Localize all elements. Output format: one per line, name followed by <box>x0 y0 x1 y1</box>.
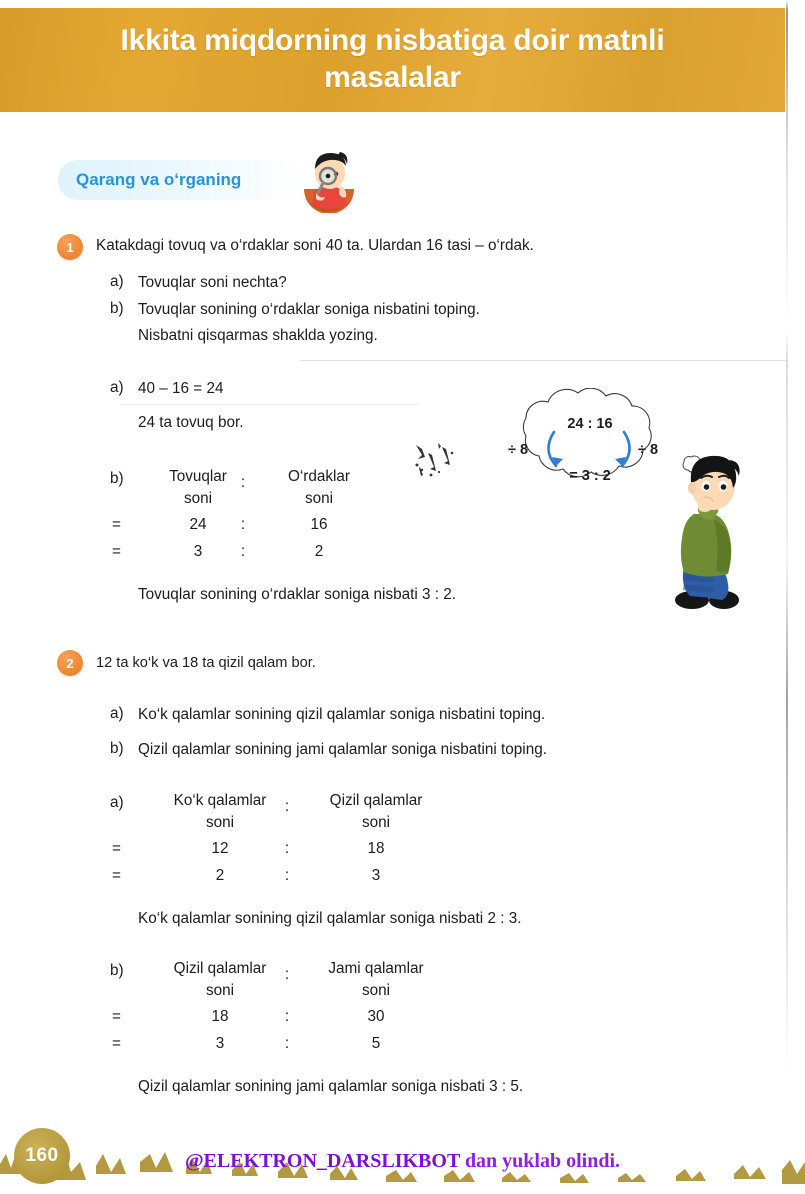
bubble-top-expression: 24 : 16 <box>567 416 613 432</box>
ratio-table-1b <box>112 468 398 570</box>
rt2a-head-right-1: Qizil qalamlar <box>329 792 423 809</box>
rt1b-head-left-1: Tovuqlar <box>169 468 227 485</box>
rt2a-row1-eq: = <box>112 840 121 857</box>
section-badge <box>58 160 301 200</box>
problem-number-badge-1: 1 <box>57 234 83 260</box>
rt2a-row1-colon: : <box>284 840 290 857</box>
rt2a-row2-colon: : <box>284 867 290 884</box>
problem-2-sol-a-conclusion: Ko‘k qalamlar sonining qizil qalamlar soniga nisbati 2 : 3. <box>138 910 522 927</box>
rt2a-row2-right: 3 <box>371 867 381 884</box>
rt1b-row2-left: 3 <box>193 543 203 560</box>
rt2a-head-colon: : <box>284 798 290 815</box>
rt2b-head-left-1: Qizil qalamlar <box>173 960 267 977</box>
page-edge-shadow <box>786 0 788 1194</box>
rt1b-row2-eq: = <box>112 543 121 560</box>
rt1b-head-colon: : <box>240 474 246 491</box>
rt2b-head-right-1: Jami qalamlar <box>328 960 424 977</box>
rt2b-row1-right: 30 <box>367 1008 385 1025</box>
problem-2-q-b-text: Qizil qalamlar sonining jami qalamlar soniga nisbatini toping. <box>138 741 547 758</box>
rt2a-row1-right: 18 <box>367 840 385 857</box>
scan-artifact-line-2 <box>120 404 420 405</box>
rt2b-head-colon: : <box>284 966 290 983</box>
problem-1-sol-a-equation: 40 – 16 = 24 <box>138 380 224 397</box>
problem-1-q-a-letter: a) <box>110 273 124 290</box>
rt2b-row2-right: 5 <box>371 1035 381 1052</box>
problem-2-sol-b-conclusion: Qizil qalamlar sonining jami qalamlar soniga nisbati 3 : 5. <box>138 1078 524 1095</box>
scan-artifact-line <box>300 360 786 361</box>
problem-2-sol-b-letter: b) <box>110 962 124 979</box>
problem-1-q-b-text: Tovuqlar sonining o‘rdaklar soniga nisbatini toping. <box>138 301 480 318</box>
rt1b-row1-colon: : <box>240 516 246 533</box>
page-title: Ikkita miqdorning nisbatiga doir matnli masalalar <box>120 24 665 94</box>
rt1b-row2-right: 2 <box>314 543 324 560</box>
rt2b-head-left-2: soni <box>205 982 235 999</box>
watermark-tail: dan yuklab olindi. <box>459 1150 621 1172</box>
problem-1-q-a-text: Tovuqlar soni nechta? <box>138 274 287 291</box>
rt2b-row2-colon: : <box>284 1035 290 1052</box>
problem-1-sol-a-letter: a) <box>110 379 124 396</box>
watermark-text <box>0 1150 805 1173</box>
sitting-thinking-boy-icon <box>668 448 764 616</box>
problem-1-statement: Katakdagi tovuq va o‘rdaklar soni 40 ta. Ulardan 16 tasi – o‘rdak. <box>96 237 534 254</box>
rt2a-head-left-1: Ko‘k qalamlar <box>173 792 267 809</box>
problem-2-q-a-letter: a) <box>110 705 124 722</box>
ratio-table-2b <box>112 960 438 1062</box>
rt2b-head-right-2: soni <box>361 982 391 999</box>
watermark-handle: @ELEKTRON_DARSLIKBOT <box>184 1150 460 1172</box>
problem-2-q-b-letter: b) <box>110 740 124 757</box>
problem-1-q-b-letter: b) <box>110 300 124 317</box>
look-and-learn-label: Qarang va o‘rganing <box>76 170 242 189</box>
ink-smudge-artifact <box>408 437 464 483</box>
bubble-right-operation: ÷ 8 <box>638 442 659 458</box>
page-number-badge: 160 <box>14 1128 70 1184</box>
problem-2-statement: 12 ta ko‘k va 18 ta qizil qalam bor. <box>96 655 316 671</box>
problem-2-q-a-text: Ko‘k qalamlar sonining qizil qalamlar soniga nisbatini toping. <box>138 706 546 723</box>
rt2b-row1-left: 18 <box>211 1008 229 1025</box>
rt2b-row1-colon: : <box>284 1008 290 1025</box>
problem-1-sol-a-conclusion: 24 ta tovuq bor. <box>138 414 244 431</box>
page-header-banner <box>0 8 785 112</box>
rt2a-row2-left: 2 <box>215 867 225 884</box>
problem-2-sol-a-letter: a) <box>110 794 124 811</box>
problem-1-q-b-text-2: Nisbatni qisqarmas shaklda yozing. <box>138 327 378 344</box>
rt1b-row1-left: 24 <box>189 516 207 533</box>
problem-1-sol-b-conclusion: Tovuqlar sonining o‘rdaklar soniga nisbati 3 : 2. <box>138 586 457 603</box>
boy-with-magnifier-icon <box>296 145 362 213</box>
rt1b-head-right-2: soni <box>304 490 334 507</box>
rt2a-head-right-2: soni <box>361 814 391 831</box>
ratio-table-2a <box>112 792 438 894</box>
rt1b-head-right-1: O‘rdaklar <box>287 468 351 485</box>
bubble-left-operation: ÷ 8 <box>508 442 529 458</box>
rt1b-row1-eq: = <box>112 516 121 533</box>
rt2b-row1-eq: = <box>112 1008 121 1025</box>
rt2a-head-left-2: soni <box>205 814 235 831</box>
rt1b-row1-right: 16 <box>310 516 328 533</box>
rt1b-row2-colon: : <box>240 543 246 560</box>
thought-bubble <box>492 388 688 498</box>
rt2b-row2-left: 3 <box>215 1035 225 1052</box>
rt2b-row2-eq: = <box>112 1035 121 1052</box>
rt2a-row2-eq: = <box>112 867 121 884</box>
problem-1-sol-b-letter: b) <box>110 470 124 487</box>
rt2a-row1-left: 12 <box>211 840 229 857</box>
problem-number-badge-2: 2 <box>57 650 83 676</box>
rt1b-head-left-2: soni <box>183 490 213 507</box>
look-and-learn-pill <box>58 160 301 200</box>
bubble-bottom-expression: = 3 : 2 <box>569 468 611 484</box>
